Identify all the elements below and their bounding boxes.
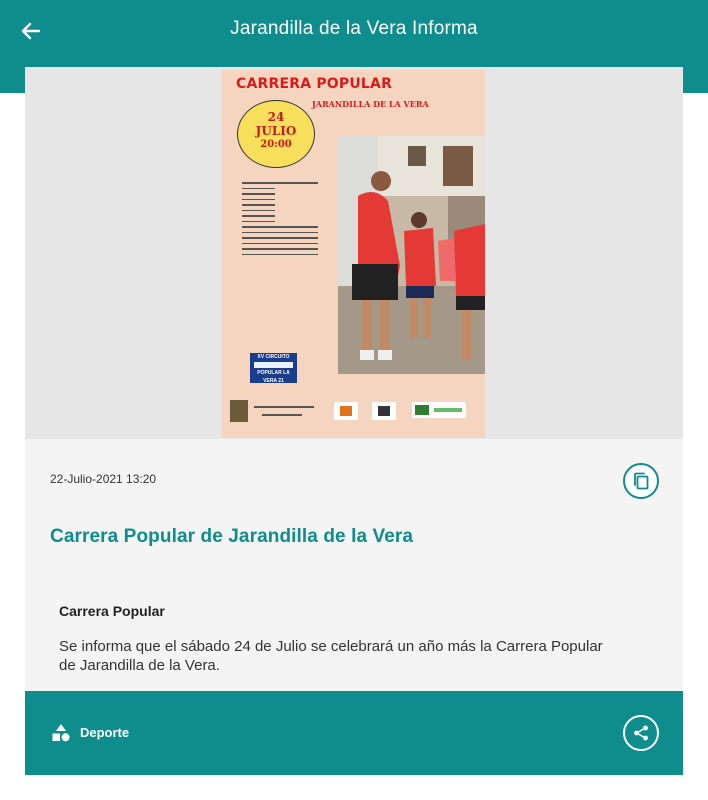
sponsor-logos (222, 388, 485, 438)
poster-subtitle: JARANDILLA DE LA VERA (312, 99, 429, 109)
poster-info-block (242, 178, 337, 255)
article-headline: Carrera Popular de Jarandilla de la Vera (50, 526, 414, 547)
article-footer (25, 691, 683, 775)
shapes-icon (51, 723, 71, 743)
share-icon (632, 724, 650, 742)
event-poster-image[interactable] (222, 70, 485, 438)
article-subheading: Carrera Popular (59, 603, 165, 619)
poster-title: CARRERA POPULAR (236, 76, 393, 92)
copy-icon (633, 472, 649, 490)
news-card (25, 67, 683, 775)
runners-photo (338, 136, 485, 374)
page-title: Jarandilla de la Vera Informa (230, 18, 478, 39)
poster-month: JULIO (255, 124, 297, 138)
poster-date-badge (237, 100, 315, 168)
circuit-badge (250, 353, 297, 383)
circuit-line-2: POPULAR LA VERA 21 (257, 370, 290, 384)
publish-date: 22-Julio-2021 13:20 (50, 472, 157, 486)
copy-button[interactable] (623, 463, 659, 499)
article-body: Se informa que el sábado 24 de Julio se celebrará un año más la Carrera Popular de Jarandilla de la Vera. (59, 638, 603, 674)
category-label[interactable]: Deporte (80, 725, 130, 740)
share-button[interactable] (623, 715, 659, 751)
poster-day: 24 (267, 110, 285, 124)
circuit-line-1: XV CIRCUITO (257, 354, 290, 360)
poster-time: 20:00 (260, 139, 292, 150)
news-image-area (25, 67, 683, 439)
